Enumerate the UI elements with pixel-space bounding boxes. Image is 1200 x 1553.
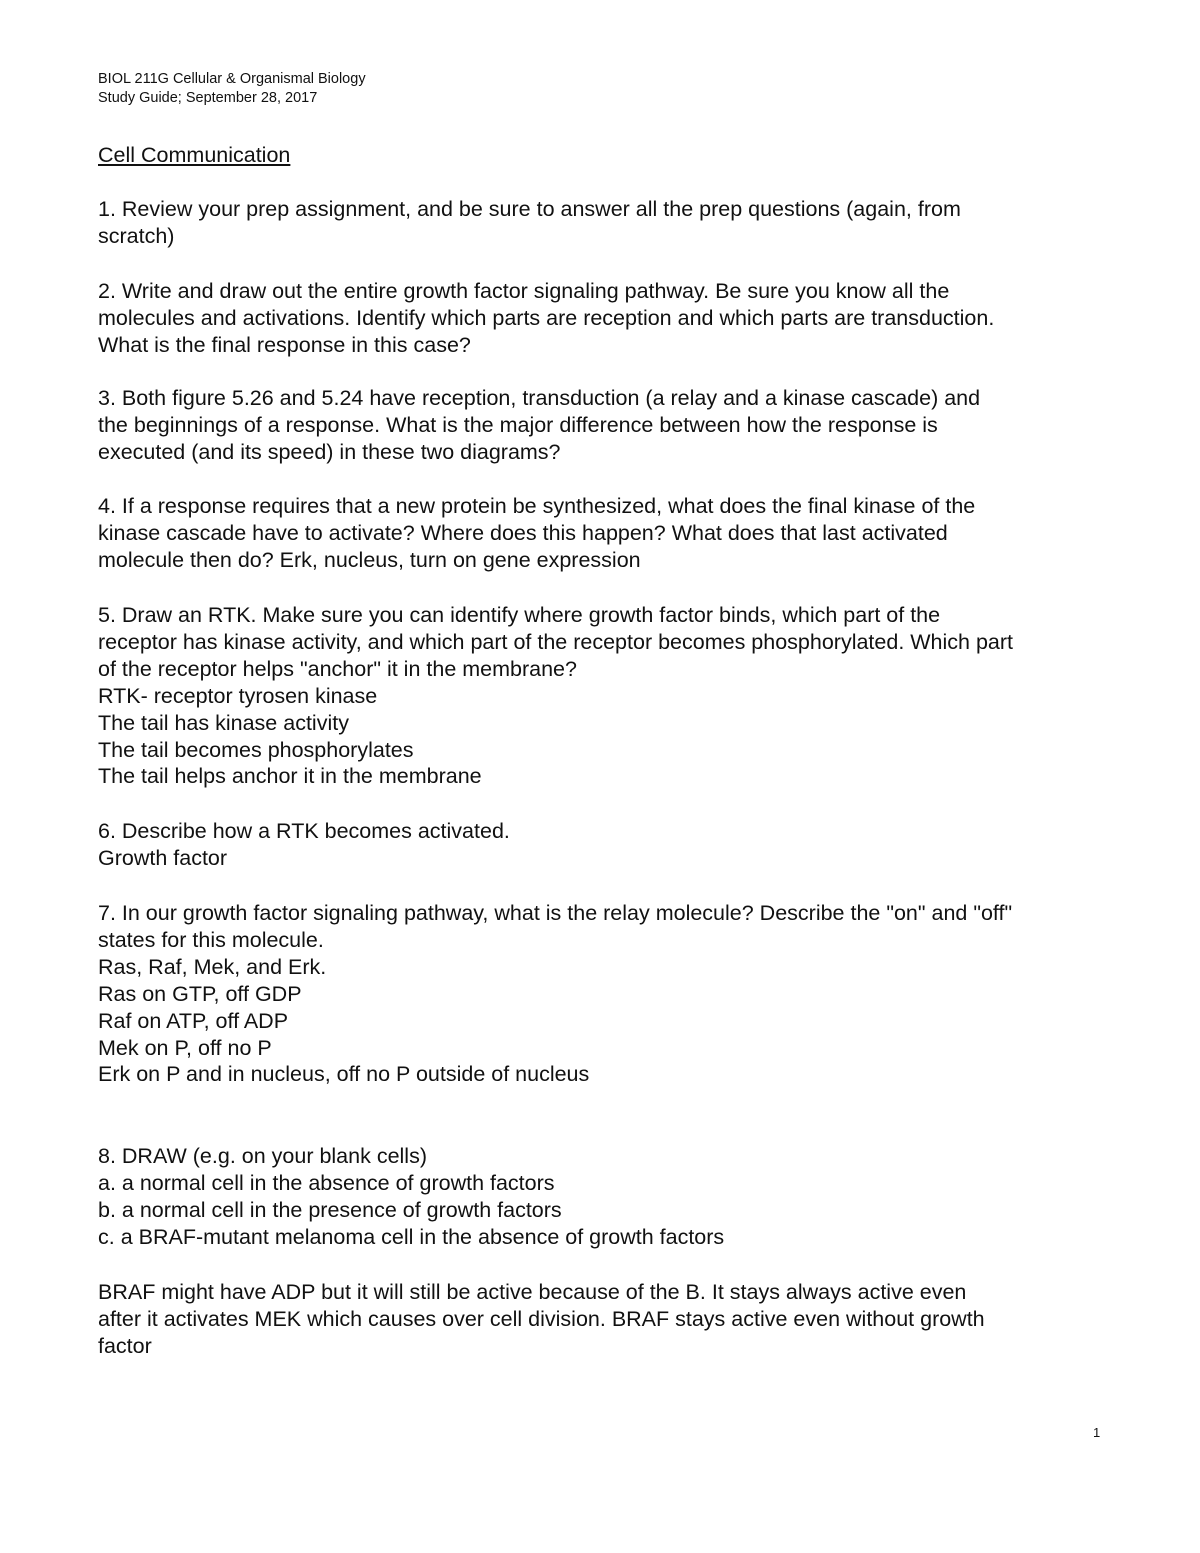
page-number: 1 xyxy=(1093,1425,1101,1440)
document-header xyxy=(98,70,366,108)
question-line: What is the final response in this case? xyxy=(98,332,471,357)
question-5 xyxy=(98,602,1118,790)
braf-answer xyxy=(98,1279,1118,1360)
question-line: 8. DRAW (e.g. on your blank cells) xyxy=(98,1144,427,1168)
answer-line: The tail becomes phosphorylates xyxy=(98,737,414,762)
answer-line: RTK- receptor tyrosen kinase xyxy=(98,683,378,708)
question-line: 7. In our growth factor signaling pathway, what is the relay molecule? Describe the "on" and "off" xyxy=(98,901,1013,925)
question-line: 1. Review your prep assignment, and be sure to answer all the prep questions (again, from xyxy=(98,197,961,221)
question-line: 4. If a response requires that a new protein be synthesized, what does the final kinase of the xyxy=(98,494,976,518)
question-6 xyxy=(98,818,1118,872)
question-4 xyxy=(98,493,1118,574)
question-line: 5. Draw an RTK. Make sure you can identify where growth factor binds, which part of the xyxy=(98,603,941,627)
question-line: 2. Write and draw out the entire growth factor signaling pathway. Be sure you know all the xyxy=(98,279,950,303)
question-8 xyxy=(98,1143,1118,1251)
question-line: scratch) xyxy=(98,223,175,248)
answer-line: BRAF might have ADP but it will still be active because of the B. It stays always active even xyxy=(98,1280,967,1304)
question-line: kinase cascade have to activate? Where does this happen? What does that last activated xyxy=(98,520,948,545)
question-line: executed (and its speed) in these two diagrams? xyxy=(98,439,561,464)
section-title: Cell Communication xyxy=(98,143,291,167)
question-1 xyxy=(98,196,1118,250)
question-line: molecules and activations. Identify which parts are reception and which parts are transduction. xyxy=(98,305,995,330)
question-item: a. a normal cell in the absence of growth factors xyxy=(98,1170,555,1195)
answer-line: Mek on P, off no P xyxy=(98,1035,272,1060)
answer-line: factor xyxy=(98,1333,152,1358)
question-line: receptor has kinase activity, and which part of the receptor becomes phosphorylated. Which part xyxy=(98,629,1014,654)
question-line: 3. Both figure 5.26 and 5.24 have reception, transduction (a relay and a kinase cascade) and xyxy=(98,386,981,410)
study-guide-date: Study Guide; September 28, 2017 xyxy=(98,90,318,106)
answer-line: The tail helps anchor it in the membrane xyxy=(98,764,482,789)
question-line: the beginnings of a response. What is the major difference between how the response is xyxy=(98,412,938,437)
question-7 xyxy=(98,900,1118,1088)
answer-line: molecule then do? Erk, nucleus, turn on gene expression xyxy=(98,547,641,572)
question-line: states for this molecule. xyxy=(98,927,324,952)
answer-line: Erk on P and in nucleus, off no P outside of nucleus xyxy=(98,1062,590,1087)
answer-line: Ras on GTP, off GDP xyxy=(98,981,302,1006)
answer-line: The tail has kinase activity xyxy=(98,710,349,735)
course-title: BIOL 211G Cellular & Organismal Biology xyxy=(98,71,366,87)
question-item: c. a BRAF-mutant melanoma cell in the absence of growth factors xyxy=(98,1224,725,1249)
question-2 xyxy=(98,278,1118,359)
question-line: of the receptor helps "anchor" it in the membrane? xyxy=(98,656,577,681)
question-item: b. a normal cell in the presence of growth factors xyxy=(98,1197,562,1222)
answer-line: Ras, Raf, Mek, and Erk. xyxy=(98,954,327,979)
question-3 xyxy=(98,385,1118,466)
question-line: 6. Describe how a RTK becomes activated. xyxy=(98,819,510,843)
answer-line: Raf on ATP, off ADP xyxy=(98,1008,289,1033)
answer-line: Growth factor xyxy=(98,845,228,870)
answer-line: after it activates MEK which causes over cell division. BRAF stays active even without growth xyxy=(98,1306,985,1331)
